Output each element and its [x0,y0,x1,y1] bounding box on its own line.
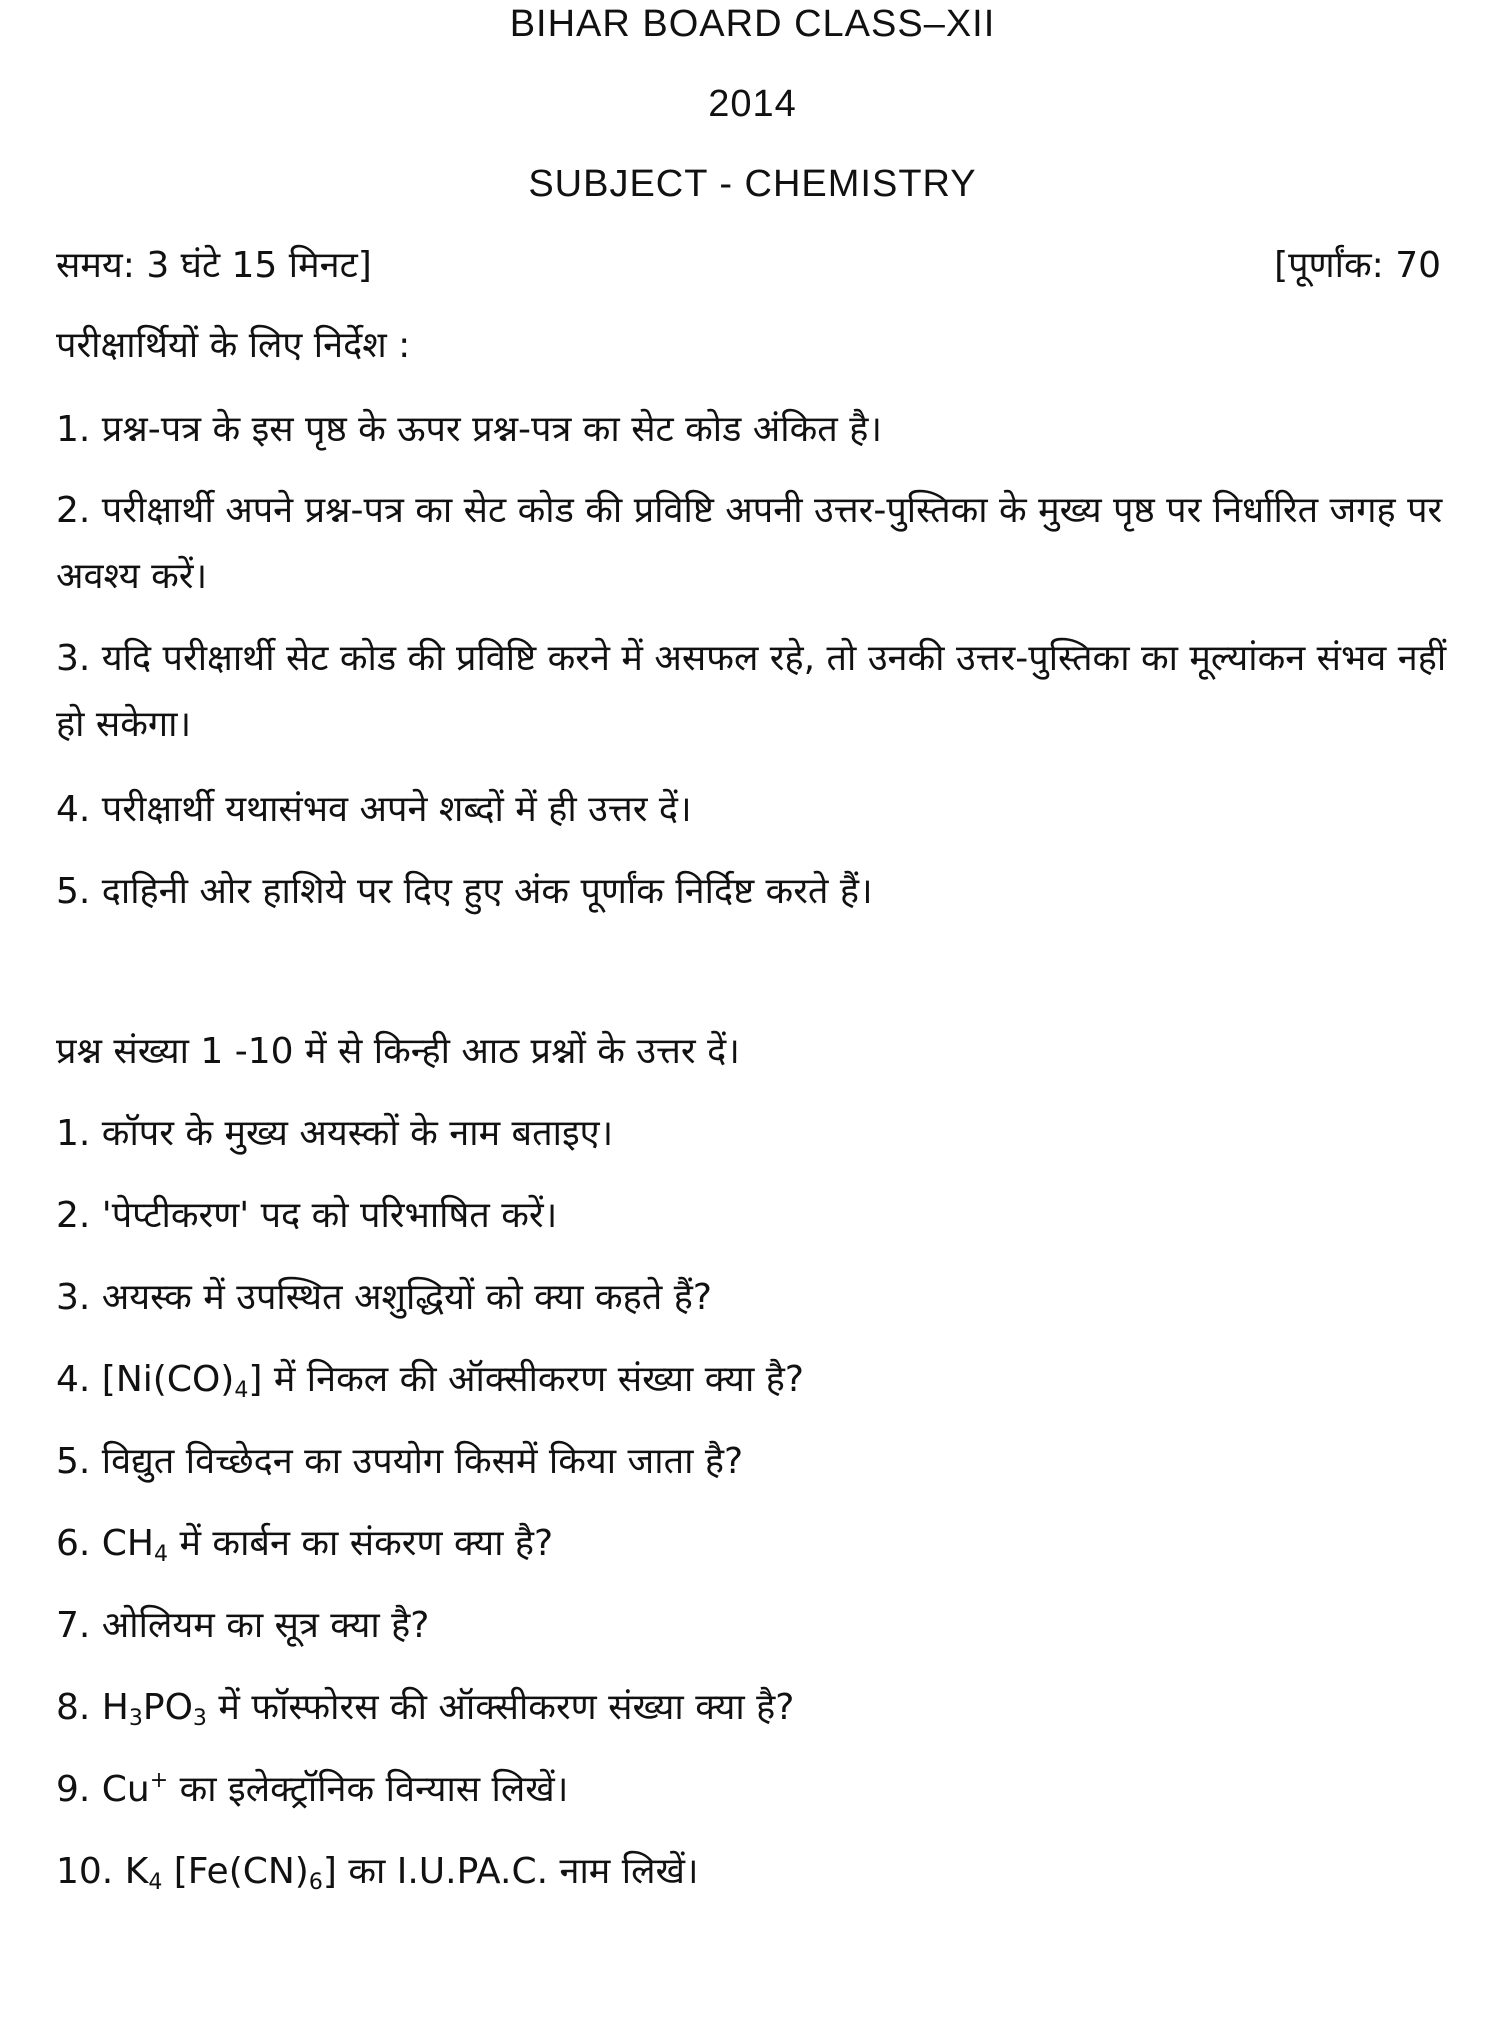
q8-formula-prefix: 8. H [56,1687,129,1728]
q4-subscript: 4 [234,1378,249,1403]
q6-text: में कार्बन का संकरण क्या है? [168,1523,554,1564]
question-9 [56,1766,568,1814]
q8-text: में फॉस्फोरस की ऑक्सीकरण संख्या क्या है? [206,1687,795,1728]
q10-text: ] का I.U.PA.C. नाम लिखें। [322,1851,699,1892]
question-6 [56,1520,553,1568]
q6-formula-prefix: 6. CH [56,1523,154,1564]
q10-formula-prefix: 10. K [56,1851,149,1892]
q9-superscript: + [149,1768,169,1793]
q10-subscript-2: 6 [308,1870,323,1895]
question-8 [56,1684,794,1732]
instruction-item: 2. परीक्षार्थी अपने प्रश्न-पत्र का सेट कोड की प्रविष्टि अपनी उत्तर-पुस्तिका के मुख्य पृष्ठ पर निर्धारित जगह पर अवश्य करें। [56,490,1443,597]
board-title: BIHAR BOARD CLASS–XII [509,3,996,45]
q4-text: ] में निकल की ऑक्सीकरण संख्या क्या है? [248,1359,804,1400]
question-2: 2. 'पेप्टीकरण' पद को परिभाषित करें। [56,1195,558,1236]
question-7: 7. ओलियम का सूत्र क्या है? [56,1605,430,1646]
q10-formula-mid: [Fe(CN) [162,1851,309,1892]
section-heading: प्रश्न संख्या 1 -10 में से किन्ही आठ प्रश्नों के उत्तर दें। [56,1031,740,1072]
subject-title: SUBJECT - CHEMISTRY [528,163,977,205]
instruction-item: 5. दाहिनी ओर हाशिये पर दिए हुए अंक पूर्णांक निर्दिष्ट करते हैं। [56,871,873,912]
q9-text: का इलेक्ट्रॉनिक विन्यास लिखें। [168,1769,569,1810]
q6-subscript: 4 [154,1542,168,1567]
q9-formula-prefix: 9. Cu [56,1769,150,1810]
instruction-item: 1. प्रश्न-पत्र के इस पृष्ठ के ऊपर प्रश्न-पत्र का सेट कोड अंकित है। [56,409,882,450]
q8-subscript-1: 3 [128,1706,143,1731]
q10-subscript-1: 4 [148,1870,163,1895]
instructions-heading: परीक्षार्थियों के लिए निर्देश : [56,325,411,366]
exam-year: 2014 [708,83,797,125]
question-5: 5. विद्युत विच्छेदन का उपयोग किसमें किया जाता है? [56,1441,744,1482]
question-1: 1. कॉपर के मुख्य अयस्कों के नाम बताइए। [56,1113,614,1154]
instruction-item: 4. परीक्षार्थी यथासंभव अपने शब्दों में ही उत्तर दें। [56,789,692,830]
question-4 [56,1356,804,1404]
q8-subscript-2: 3 [192,1706,207,1731]
time-allowed: समय: 3 घंटे 15 मिनट] [56,245,372,286]
q8-formula-mid: PO [142,1687,193,1728]
question-10 [56,1848,699,1896]
question-3: 3. अयस्क में उपस्थित अशुद्धियों को क्या कहते हैं? [56,1277,712,1318]
full-marks: [पूर्णांक: 70 [1274,245,1441,286]
instruction-item: 3. यदि परीक्षार्थी सेट कोड की प्रविष्टि करने में असफल रहे, तो उनकी उत्तर-पुस्तिका का मूल्यांकन संभव नहीं हो सकेगा। [56,638,1447,745]
q4-formula-prefix: 4. [Ni(CO) [56,1359,235,1400]
